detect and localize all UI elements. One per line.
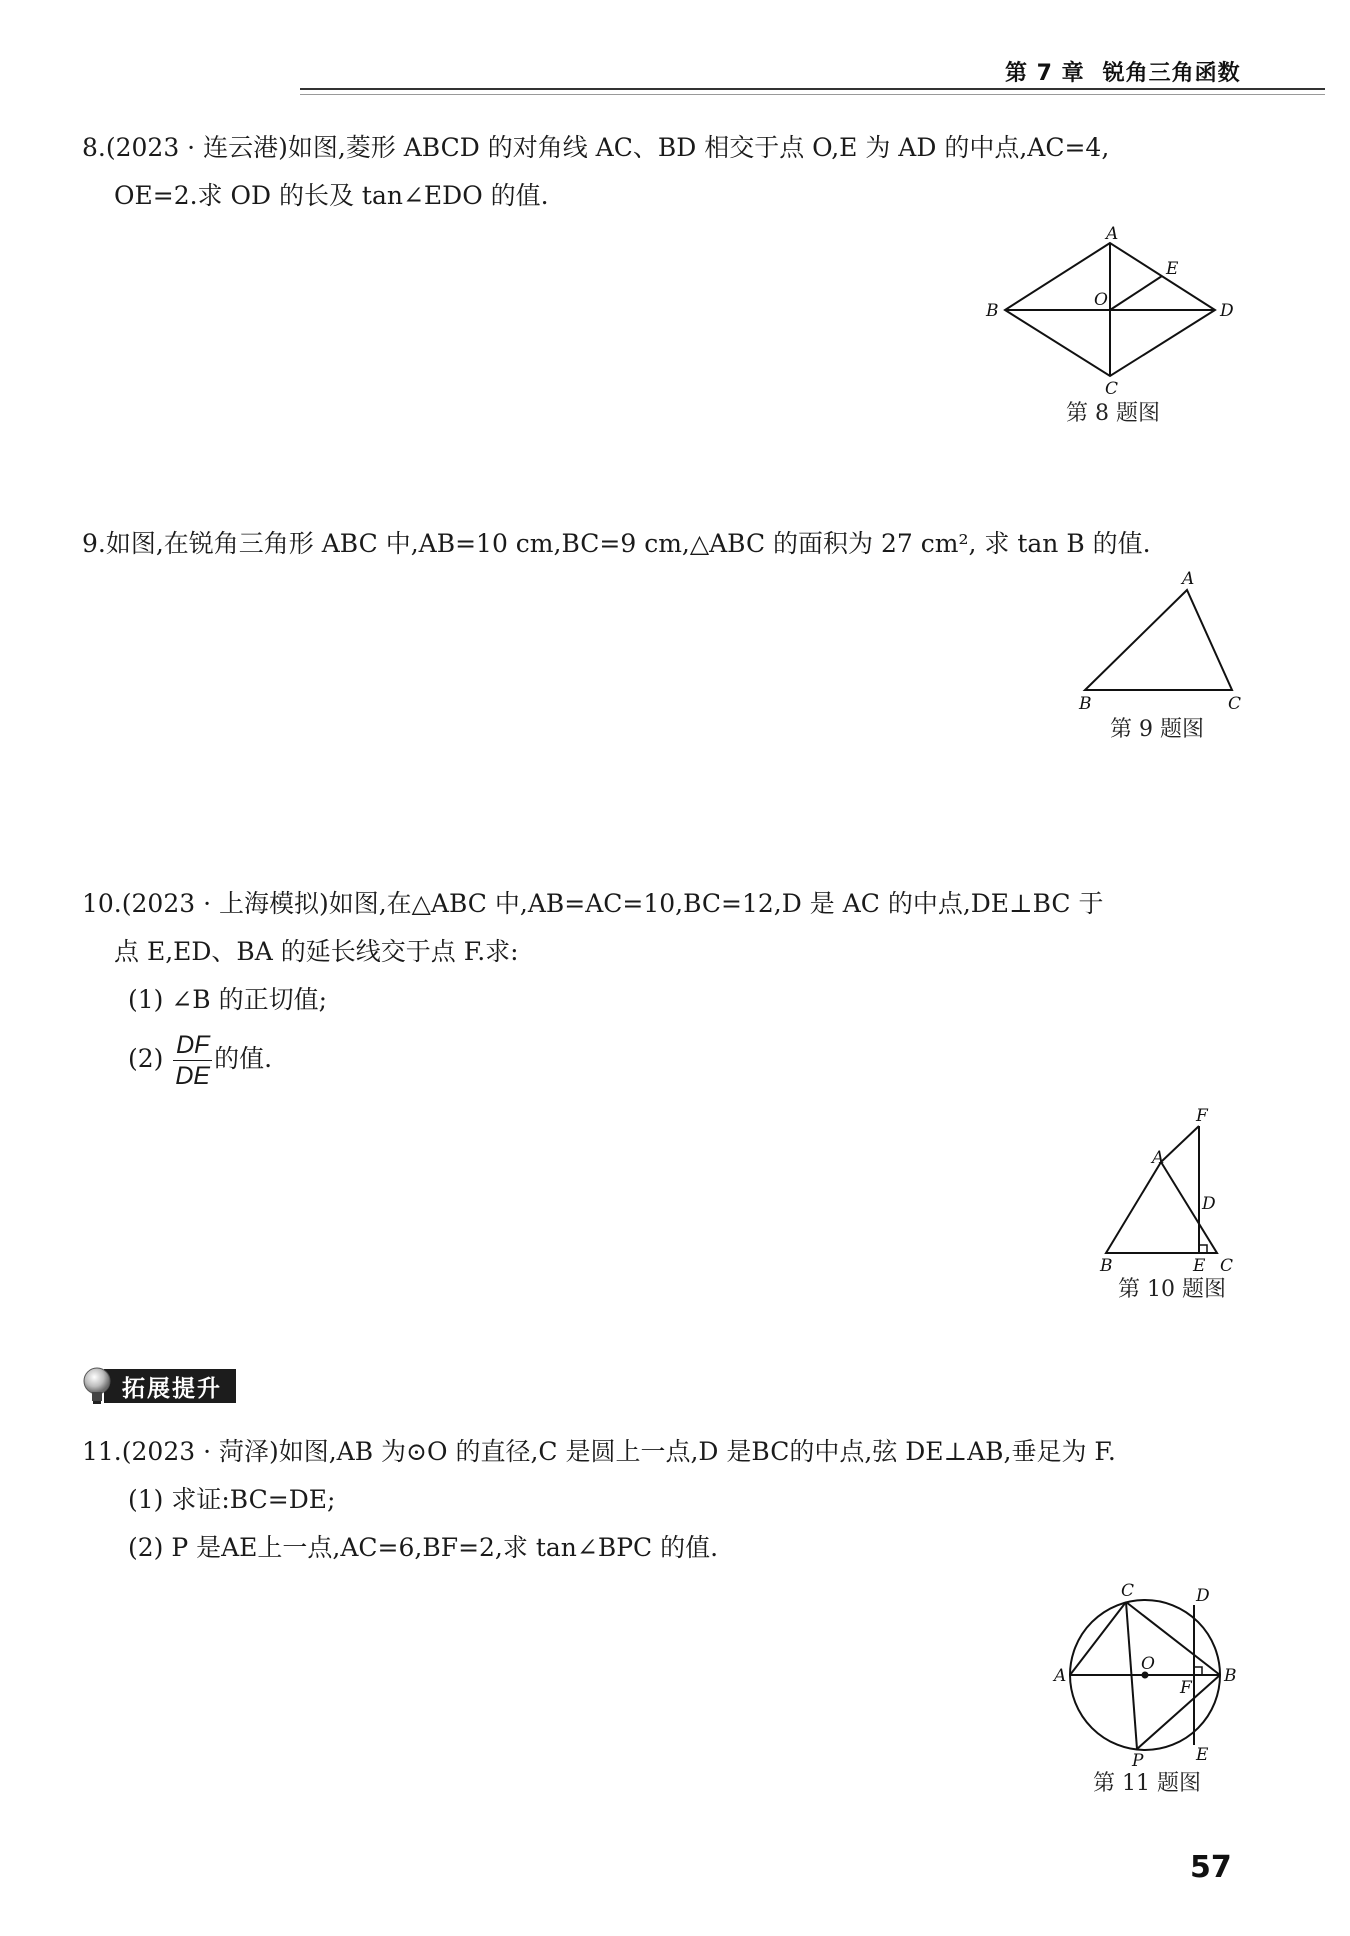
label-o: O [1094, 290, 1108, 310]
label-c: C [1228, 694, 1242, 714]
label-d: D [1202, 1194, 1216, 1214]
label-d: D [1196, 1586, 1210, 1606]
right-angle-mark [1199, 1245, 1207, 1253]
label-e: E [1196, 1745, 1209, 1765]
problem-text-line: 如图,在锐角三角形 ABC 中,AB=10 cm,BC=9 cm,△ABC 的面积为 27 cm², 求 tan B 的值. [105, 529, 1151, 558]
subquestion-2 [82, 1030, 1103, 1091]
header-rule-thin [300, 94, 1325, 95]
section-title: 拓展提升 [104, 1369, 236, 1403]
rhombus-figure [980, 224, 1240, 399]
problem-text-line: (2023 · 菏泽)如图,AB 为⊙O 的直径,C 是圆上一点,D 是BC的中点,弦 DE⊥AB,垂足为 F. [121, 1437, 1116, 1466]
problem-text-line: OE=2.求 OD 的长及 tan∠EDO 的值. [114, 181, 549, 210]
lightbulb-icon [82, 1366, 112, 1406]
label-a: A [1106, 224, 1119, 244]
label-c: C [1220, 1256, 1234, 1276]
subquestion-1: (1) ∠B 的正切值; [128, 985, 328, 1014]
fraction-df-de [173, 1030, 212, 1091]
label-b: B [1224, 1666, 1237, 1686]
problem-number: 9. [82, 529, 106, 558]
fraction-denominator: DE [175, 1062, 211, 1090]
figure-caption: 第 10 题图 [1118, 1277, 1226, 1302]
segment-oe [1110, 276, 1162, 310]
chapter-number: 第 7 章 [1005, 61, 1085, 86]
problem-number: 10. [82, 889, 122, 918]
page-number: 57 [1190, 1850, 1232, 1885]
problem-number: 11. [82, 1437, 122, 1466]
label-a: A [1054, 1666, 1067, 1686]
subquestion-2-suffix: 的值. [214, 1044, 273, 1073]
label-c: C [1105, 379, 1119, 399]
label-c: C [1121, 1581, 1135, 1601]
label-b: B [1079, 694, 1092, 714]
section-badge [82, 1368, 236, 1404]
chord-pb [1137, 1675, 1220, 1749]
label-a: A [1152, 1148, 1165, 1168]
subquestion-2: (2) P 是AE上一点,AC=6,BF=2,求 tan∠BPC 的值. [128, 1533, 719, 1562]
label-f: F [1196, 1106, 1208, 1126]
right-angle-mark [1194, 1667, 1202, 1675]
chapter-title: 锐角三角函数 [1102, 61, 1241, 86]
label-o: O [1141, 1654, 1155, 1674]
figure-caption: 第 11 题图 [1093, 1771, 1201, 1796]
problem-10 [82, 880, 1103, 1091]
problem-text-line: (2023 · 上海模拟)如图,在△ABC 中,AB=AC=10,BC=12,D 是 AC 的中点,DE⊥BC 于 [121, 889, 1104, 918]
label-d: D [1220, 301, 1234, 321]
label-b: B [1100, 1256, 1113, 1276]
problem-text-line: (2023 · 连云港)如图,菱形 ABCD 的对角线 AC、BD 相交于点 O,E 为 AD 的中点,AC=4, [105, 133, 1110, 162]
fraction-numerator: DF [173, 1030, 212, 1061]
label-e: E [1166, 259, 1179, 279]
triangle-extension-figure [1090, 1105, 1240, 1280]
subquestion-1: (1) 求证:BC=DE; [128, 1485, 336, 1514]
header-rule [300, 88, 1325, 90]
segment-af [1161, 1126, 1199, 1162]
figure-caption: 第 8 题图 [1066, 401, 1160, 426]
triangle-abc [1106, 1162, 1217, 1253]
problem-number: 8. [82, 133, 106, 162]
problem-11 [82, 1428, 1116, 1572]
label-b: B [986, 301, 999, 321]
problem-text-line: 点 E,ED、BA 的延长线交于点 F.求: [114, 937, 519, 966]
triangle-abc [1085, 590, 1232, 690]
subquestion-2-label: (2) [128, 1044, 164, 1073]
label-a: A [1182, 569, 1195, 589]
label-e: E [1193, 1256, 1206, 1276]
label-f: F [1180, 1678, 1192, 1698]
problem-8 [82, 124, 1109, 220]
label-p: P [1132, 1751, 1144, 1771]
chapter-header [1005, 56, 1241, 87]
figure-caption: 第 9 题图 [1110, 717, 1204, 742]
triangle-figure [1070, 570, 1250, 720]
problem-9 [82, 520, 1151, 568]
circle-figure [1054, 1580, 1250, 1771]
